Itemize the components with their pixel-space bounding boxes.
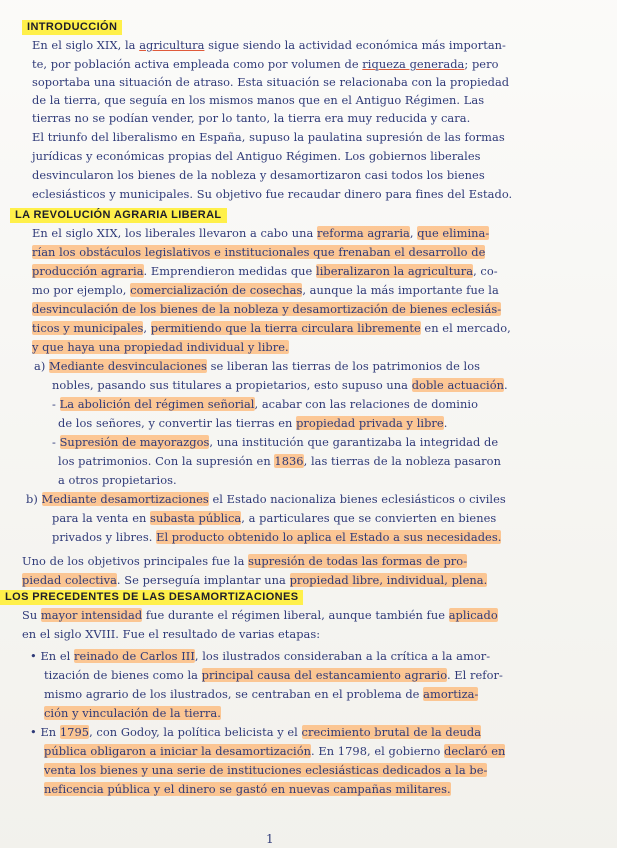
revolucion-line-5: desvinculación de los bienes de la nobleza y desamortización de bienes eclesiás-: [32, 302, 502, 316]
revolucion-line-13: los patrimonios. Con la supresión en 1836, las tierras de la nobleza pasaron: [58, 454, 501, 468]
precedentes-line-2: en el siglo XVIII. Fue el resultado de varias etapas:: [22, 627, 321, 641]
revolucion-line-14: a otros propietarios.: [58, 473, 177, 487]
revolucion-line-16: para la venta en subasta pública, a particulares que se convierten en bienes: [52, 511, 497, 525]
intro-line-3: soportaba una situación de atraso. Esta situación se relacionaba con la propiedad: [32, 75, 510, 89]
revolucion-line-15: b) Mediante desamortizaciones el Estado nacionaliza bienes eclesiásticos o civiles: [26, 492, 506, 506]
intro-line-9: eclesiásticos y municipales. Su objetivo fue recaudar dinero para fines del Estado.: [32, 187, 513, 201]
precedentes-line-10: neficencia pública y el dinero se gastó en nuevas campañas militares.: [44, 782, 451, 796]
precedentes-line-8: pública obligaron a iniciar la desamortización. En 1798, el gobierno declaró en: [44, 744, 506, 758]
revolucion-line-12: - Supresión de mayorazgos, una institución que garantizaba la integridad de: [52, 435, 499, 449]
precedentes-line-4: tización de bienes como la principal causa del estancamiento agrario. El refor-: [44, 668, 503, 682]
section-title-revolucion: LA REVOLUCIÓN AGRARIA LIBERAL: [10, 208, 227, 223]
revolucion-line-8: a) Mediante desvinculaciones se liberan las tierras de los patrimonios de los: [34, 359, 481, 373]
revolucion-line-17: privados y libres. El producto obtenido lo aplica el Estado a sus necesidades.: [52, 530, 502, 544]
section-title-intro: INTRODUCCIÓN: [22, 20, 122, 35]
precedentes-line-6: ción y vinculación de la tierra.: [44, 706, 221, 720]
intro-line-4: de la tierra, que seguía en los mismos manos que en el Antiguo Régimen. Las: [32, 93, 485, 107]
revolucion-line-1: En el siglo XIX, los liberales llevaron a cabo una reforma agraria, que elimina-: [32, 226, 490, 240]
revolucion-line-19: piedad colectiva. Se perseguía implantar una propiedad libre, individual, plena.: [22, 573, 488, 587]
revolucion-line-11: de los señores, y convertir las tierras en propiedad privada y libre.: [58, 416, 448, 430]
precedentes-line-5: mismo agrario de los ilustrados, se centraban en el problema de amortiza-: [44, 687, 479, 701]
revolucion-line-4: mo por ejemplo, comercialización de cosechas, aunque la más importante fue la: [32, 283, 499, 297]
revolucion-line-2: rían los obstáculos legislativos e institucionales que frenaban el desarrollo de: [32, 245, 486, 259]
revolucion-line-10: - La abolición del régimen señorial, acabar con las relaciones de dominio: [52, 397, 478, 411]
revolucion-line-18: Uno de los objetivos principales fue la supresión de todas las formas de pro-: [22, 554, 468, 568]
intro-line-1: En el siglo XIX, la agricultura sigue siendo la actividad económica más importan-: [32, 38, 506, 52]
intro-line-7: jurídicas y económicas propias del Antiguo Régimen. Los gobiernos liberales: [32, 149, 481, 163]
intro-line-6: El triunfo del liberalismo en España, supuso la paulatina supresión de las formas: [32, 130, 505, 144]
intro-line-8: desvincularon los bienes de la nobleza y desamortizaron casi todos los bienes: [32, 168, 485, 182]
intro-line-2: te, por población activa empleada como por volumen de riqueza generada; pero: [32, 57, 499, 71]
revolucion-line-3: producción agraria. Emprendieron medidas que liberalizaron la agricultura, co-: [32, 264, 498, 278]
revolucion-line-6: ticos y municipales, permitiendo que la tierra circulara libremente en el mercado,: [32, 321, 511, 335]
precedentes-line-7: • En 1795, con Godoy, la política belicista y el crecimiento brutal de la deuda: [30, 725, 482, 739]
intro-line-5: tierras no se podían vender, por lo tanto, la tierra era muy reducida y cara.: [32, 111, 471, 125]
section-title-precedentes: LOS PRECEDENTES DE LAS DESAMORTIZACIONES: [0, 590, 303, 605]
precedentes-line-1: Su mayor intensidad fue durante el régimen liberal, aunque también fue aplicado: [22, 608, 498, 622]
revolucion-line-7: y que haya una propiedad individual y libre.: [32, 340, 289, 354]
revolucion-line-9: nobles, pasando sus titulares a propietarios, esto supuso una doble actuación.: [52, 378, 508, 392]
page-number: 1: [266, 832, 274, 846]
precedentes-line-9: venta los bienes y una serie de instituciones eclesiásticas dedicados a la be-: [44, 763, 488, 777]
precedentes-line-3: • En el reinado de Carlos III, los ilustrados consideraban a la crítica a la amor-: [30, 649, 491, 663]
